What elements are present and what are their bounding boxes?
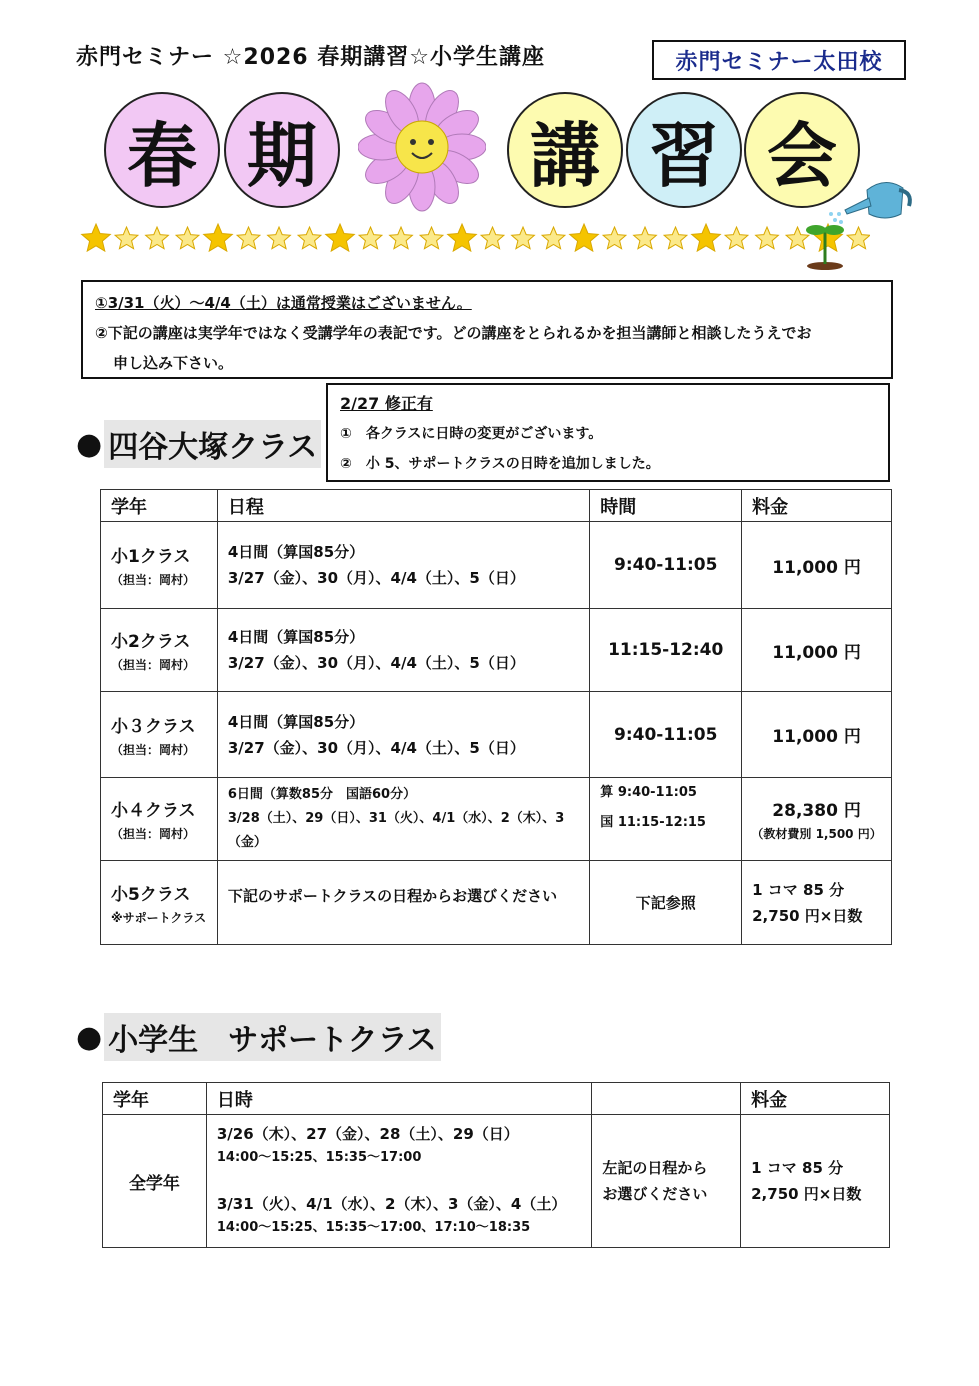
fee-formula: 2,750 円×日数 (752, 906, 863, 925)
school-name-box: 赤門セミナー太田校 (652, 40, 906, 80)
teacher-label: ※サポートクラス (111, 910, 207, 925)
star-icon (603, 227, 626, 249)
teacher-label: （担当：岡村） (111, 658, 196, 672)
schedule-days: 6日間（算数85分 国語60分） (227, 787, 417, 802)
teacher-label: （担当：岡村） (111, 827, 196, 841)
revision-box (326, 383, 890, 482)
header-grade: 学年 (103, 1083, 207, 1115)
time-math: 算 9:40-11:05 (600, 785, 697, 800)
table-row (101, 609, 892, 692)
star-icon (146, 227, 169, 249)
star-icon (756, 227, 779, 249)
star-icon (298, 227, 321, 249)
star-icon (634, 227, 657, 249)
table-row (101, 692, 892, 778)
watering-can-plant-icon (805, 168, 915, 273)
section-yotsuya-heading (76, 420, 321, 468)
schedule-days: 4日間（算国85分） (227, 543, 365, 561)
table-header-row (101, 490, 892, 522)
star-icon (481, 227, 504, 249)
choose-note-2: お選びください (602, 1185, 708, 1203)
header-fee: 料金 (742, 490, 892, 522)
fee-value: 11,000 円 (742, 609, 892, 692)
times-week1: 14:00～15:25、15:35～17:00 (216, 1150, 422, 1165)
star-icon (725, 227, 748, 249)
star-icon (326, 224, 355, 251)
grade-label: 小３クラス (111, 716, 196, 737)
table-row (101, 522, 892, 609)
section-support-heading (76, 1013, 441, 1061)
star-icon (204, 224, 233, 251)
banner-char-lecture: 講 (507, 92, 623, 208)
time-value: 9:40-11:05 (590, 692, 742, 778)
banner-char-meeting: 会 (744, 92, 860, 208)
smiling-flower-icon (358, 82, 486, 212)
schedule-days: 4日間（算国85分） (227, 628, 365, 646)
star-icon (512, 227, 535, 249)
banner-char-learn: 習 (626, 92, 742, 208)
time-japanese: 国 11:15-12:15 (600, 815, 706, 830)
yotsuya-class-table (100, 489, 892, 945)
schedule-dates: 3/28（土）、29（日）、31（火）、4/1（水）、2（木）、3（金） (227, 811, 565, 850)
dates-week1: 3/26（木）、27（金）、28（土）、29（日） (216, 1125, 519, 1143)
times-week2: 14:00～15:25、15:35～17:00、17:10～18:35 (216, 1220, 531, 1235)
star-icon (176, 227, 199, 249)
revision-item-1: ① 各クラスに日時の変更がございます。 (340, 426, 603, 442)
fee-per-session: 1 コマ 85 分 (751, 1159, 844, 1177)
fee-value: 11,000 円 (742, 692, 892, 778)
table-row (103, 1115, 890, 1248)
schedule-days: 4日間（算国85分） (227, 712, 365, 731)
revision-title: 2/27 修正有 (340, 394, 433, 413)
revision-item-2: ② 小 5、サポートクラスの日時を追加しました。 (340, 456, 660, 472)
star-icon (359, 227, 382, 249)
fee-note: （教材費別 1,500 円） (751, 827, 882, 841)
time-value: 下記参照 (590, 861, 742, 945)
star-icon (268, 227, 291, 249)
star-icon (115, 227, 138, 249)
notice-box (81, 280, 893, 379)
schedule-dates: 3/27（金）、30（月）、4/4（土）、5（日） (227, 738, 525, 757)
fee-formula: 2,750 円×日数 (751, 1185, 862, 1203)
header-datetime: 日時 (206, 1083, 591, 1115)
grade-label: 小5クラス (111, 884, 191, 905)
time-value: 11:15-12:40 (590, 609, 742, 692)
section-title: 小学生 サポートクラス (104, 1013, 441, 1061)
stars-decoration (80, 222, 870, 256)
choose-note-1: 左記の日程から (602, 1159, 708, 1177)
grade-label: 小1クラス (111, 547, 191, 567)
star-icon (542, 227, 565, 249)
fee-value: 11,000 円 (742, 522, 892, 609)
dates-week2: 3/31（火）、4/1（水）、2（木）、3（金）、4（土） (216, 1195, 567, 1213)
bullet-icon: ● (76, 426, 103, 462)
star-icon (420, 227, 443, 249)
table-header-row (103, 1083, 890, 1115)
table-row (101, 861, 892, 945)
schedule-dates: 3/27（金）、30（月）、4/4（土）、5（日） (227, 569, 525, 587)
schedule-note: 下記のサポートクラスの日程からお選びください (217, 861, 589, 945)
grade-label: 小2クラス (111, 632, 191, 652)
teacher-label: （担当：岡村） (111, 742, 196, 757)
section-title: 四谷大塚クラス (104, 420, 321, 468)
header-time: 時間 (590, 490, 742, 522)
header-fee: 料金 (741, 1083, 890, 1115)
header-schedule: 日程 (217, 490, 589, 522)
page-title: 赤門セミナー ☆2026 春期講習☆小学生講座 (76, 45, 545, 70)
table-row (101, 778, 892, 861)
fee-per-session: 1 コマ 85 分 (752, 880, 845, 899)
teacher-label: （担当：岡村） (111, 573, 196, 587)
schedule-dates: 3/27（金）、30（月）、4/4（土）、5（日） (227, 654, 525, 672)
header-grade: 学年 (101, 490, 218, 522)
grade-label: 小４クラス (111, 801, 196, 821)
support-class-table (102, 1082, 890, 1248)
banner-char-spring: 春 (104, 92, 220, 208)
grade-label: 全学年 (103, 1115, 207, 1248)
header-blank (592, 1083, 741, 1115)
notice-line-3: 申し込み下さい。 (113, 354, 234, 372)
bullet-icon: ● (76, 1019, 103, 1055)
star-icon (237, 227, 260, 249)
star-icon (692, 224, 721, 251)
star-icon (448, 224, 477, 251)
star-icon (82, 224, 111, 251)
notice-line-1: ①3/31（火）～4/4（土）は通常授業はございません。 (95, 294, 472, 312)
star-icon (390, 227, 413, 249)
notice-line-2: ②下記の講座は実学年ではなく受講学年の表記です。どの講座をとられるかを担当講師と相談したうえでお (95, 324, 812, 342)
banner-char-period: 期 (224, 92, 340, 208)
star-icon (664, 227, 687, 249)
fee-value: 28,380 円 (772, 801, 861, 821)
star-icon (570, 224, 599, 251)
time-value: 9:40-11:05 (590, 522, 742, 609)
